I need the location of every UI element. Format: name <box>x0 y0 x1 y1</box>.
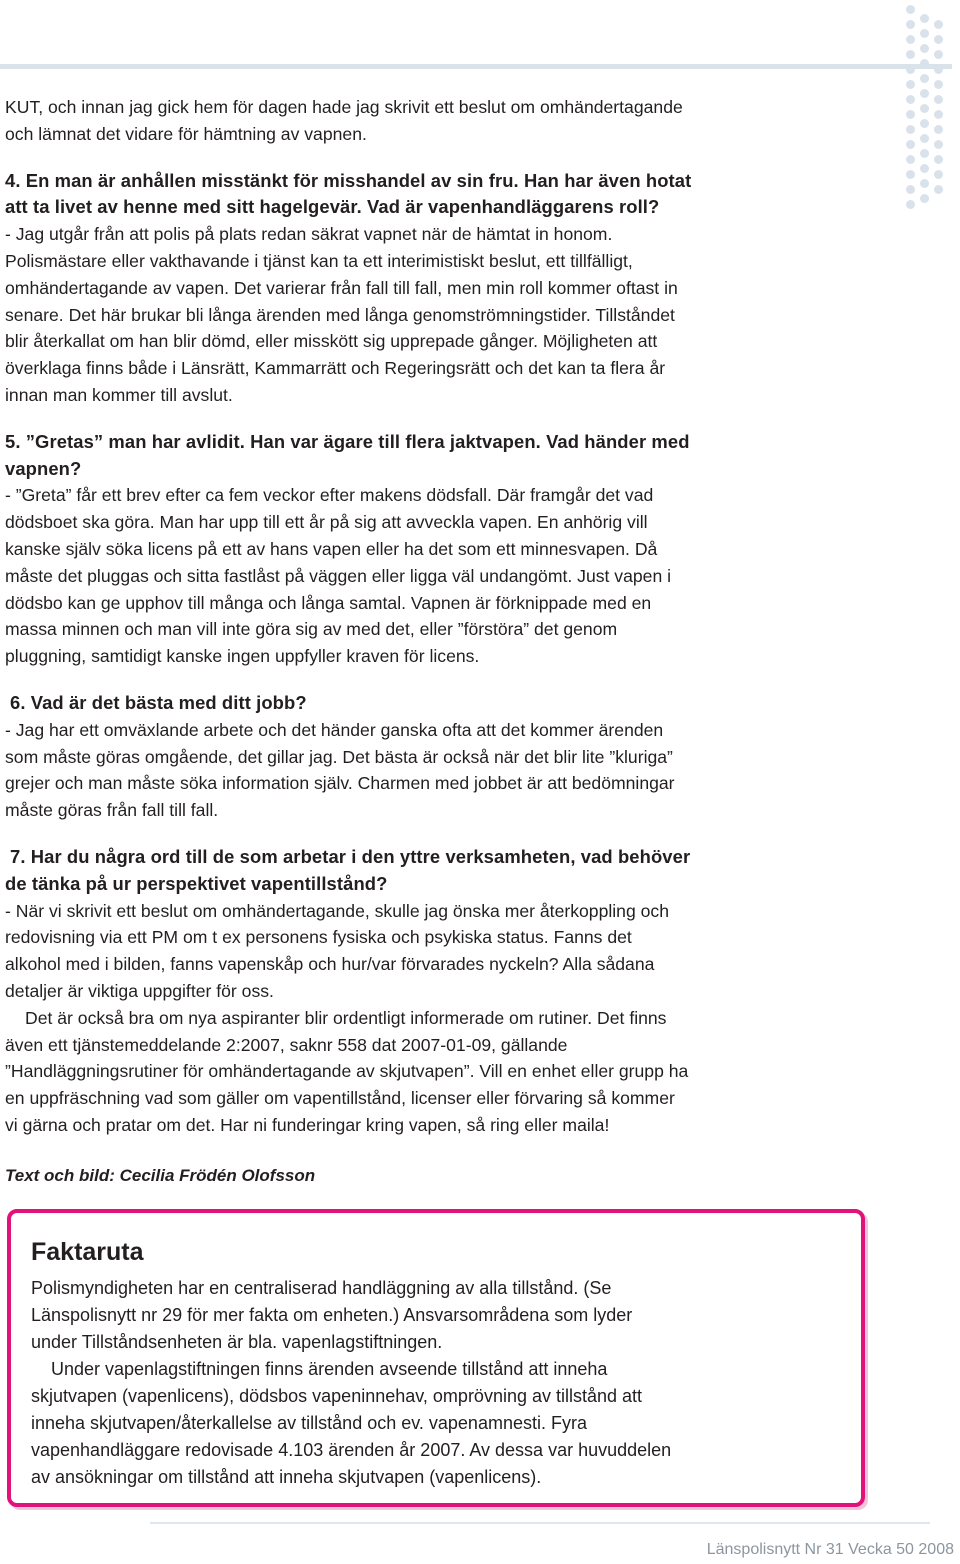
text-line: måste det pluggas och sitta fastlåst på väggen eller ligga väl undangömt. Just vapen i <box>5 565 672 586</box>
text-line: redovisning via ett PM om t ex personens fysiska och psykiska status. Fanns det <box>5 927 632 948</box>
decorative-dot <box>920 134 929 143</box>
decorative-dot <box>906 5 915 14</box>
decorative-dot <box>920 164 929 173</box>
text-line: KUT, och innan jag gick hem för dagen hade jag skrivit ett beslut om omhändertagande <box>5 97 683 117</box>
fact-box <box>7 1209 865 1507</box>
decorative-dot <box>920 74 929 83</box>
decorative-dot <box>906 20 915 29</box>
text-line: 5. ”Gretas” man har avlidit. Han var ägare till flera jaktvapen. Vad händer med <box>5 430 690 452</box>
decorative-dot <box>906 155 915 164</box>
text-line: skjutvapen (vapenlicens), dödsbos vapeninnehav, omprövning av tillstånd att <box>31 1386 643 1406</box>
decorative-dot <box>934 80 943 89</box>
decorative-dot-pattern <box>898 4 958 224</box>
text-line: - När vi skrivit ett beslut om omhändertagande, skulle jag önska mer återkoppling och <box>5 900 670 921</box>
text-line: innan man kommer till avslut. <box>5 384 233 405</box>
text-line: vapnen? <box>5 457 82 479</box>
text-line: - Jag har ett omväxlande arbete och det händer ganska ofta att det kommer ärenden <box>5 719 664 740</box>
decorative-dot <box>920 179 929 188</box>
decorative-dot <box>934 155 943 164</box>
decorative-dot <box>934 110 943 119</box>
text-line: och lämnat det vidare för hämtning av vapnen. <box>5 123 367 144</box>
paragraph-intro <box>5 94 865 148</box>
text-line: inneha skjutvapen/återkallelse av tillstånd och ev. vapenamnesti. Fyra <box>31 1413 587 1433</box>
text-line: 4. En man är anhållen misstänkt för misshandel av sin fru. Han har även hotat <box>5 169 692 191</box>
question-5 <box>5 429 865 483</box>
text-line: kanske själv söka licens på ett av hans vapen eller ha det som ett minnesvapen. Då <box>5 538 658 559</box>
decorative-dot <box>920 149 929 158</box>
decorative-dot <box>934 50 943 59</box>
text-line: vapenhandläggare redovisade 4.103 ärenden år 2007. Av dessa var huvuddelen <box>31 1440 672 1460</box>
decorative-dot <box>906 95 915 104</box>
text-line: dödsboet ska göra. Man har upp till ett år på sig att avveckla vapen. En anhörig vill <box>5 512 648 533</box>
fact-box-title: Faktaruta <box>31 1238 144 1266</box>
decorative-dot <box>934 170 943 179</box>
text-line: massa minnen och man vill inte göra sig av med det, eller ”förstöra” det genom <box>5 619 618 640</box>
decorative-dot <box>920 59 929 68</box>
text-line: 7. Har du några ord till de som arbetar i den yttre verksamheten, vad behöver <box>10 845 691 867</box>
decorative-dot <box>920 29 929 38</box>
decorative-dot <box>906 125 915 134</box>
text-line: de tänka på ur perspektivet vapentillstånd? <box>5 872 388 894</box>
text-line: som måste göras omgående, det gillar jag. Det bästa är också när det blir lite ”kluriga” <box>5 746 673 767</box>
decorative-dot <box>934 65 943 74</box>
text-line: Det är också bra om nya aspiranter blir ordentligt informerade om rutiner. Det finns <box>25 1007 667 1028</box>
answer-6 <box>5 717 865 824</box>
text-line: ”Handläggningsrutiner för omhändertagande av skjutvapen”. Vill en enhet eller grupp ha <box>5 1061 689 1082</box>
decorative-dot <box>920 119 929 128</box>
answer-7 <box>5 898 865 1005</box>
text-line: senare. Det här brukar bli långa ärenden med långa genomströmningstider. Tillståndet <box>5 304 675 325</box>
decorative-dot <box>934 35 943 44</box>
text-line: pluggning, samtidigt kanske ingen uppfyller kraven för licens. <box>5 646 480 667</box>
decorative-dot <box>906 200 915 209</box>
text-line: detaljer är viktiga uppgifter för oss. <box>5 980 274 1001</box>
decorative-dot <box>920 14 929 23</box>
decorative-dot <box>934 140 943 149</box>
question-4 <box>5 168 865 222</box>
text-line: Länspolisnytt nr 29 för mer fakta om enheten.) Ansvarsområdena som lyder <box>31 1305 633 1325</box>
decorative-dot <box>934 95 943 104</box>
decorative-dot <box>906 110 915 119</box>
answer-7-continued <box>5 1005 865 1139</box>
decorative-dot <box>906 50 915 59</box>
text-line: Under vapenlagstiftningen finns ärenden avseende tillstånd att inneha <box>51 1359 608 1379</box>
answer-4 <box>5 221 865 409</box>
text-line: grejer och man måste söka information själv. Charmen med jobbet är att bedömningar <box>5 773 675 794</box>
fact-box-paragraph-2 <box>31 1356 851 1491</box>
text-line: av ansökningar om tillstånd att inneha skjutvapen (vapenlicens). <box>31 1467 542 1487</box>
answer-5 <box>5 482 865 670</box>
decorative-dot <box>920 194 929 203</box>
byline: Text och bild: Cecilia Frödén Olofsson <box>5 1166 316 1185</box>
text-line: under Tillståndsenheten är bla. vapenlagstiftningen. <box>31 1332 443 1352</box>
decorative-dot <box>906 170 915 179</box>
decorative-dot <box>934 185 943 194</box>
decorative-dot <box>906 35 915 44</box>
decorative-dot <box>920 44 929 53</box>
text-line: måste göras från fall till fall. <box>5 800 219 821</box>
footer-rule <box>150 1522 930 1524</box>
text-line: dödsbo kan ge upphov till många och långa samtal. Vapnen är förknippade med en <box>5 592 652 613</box>
fact-box-paragraph-1 <box>31 1275 851 1356</box>
decorative-dot <box>906 185 915 194</box>
text-line: blir återkallat om han blir dömd, eller misskött sig upprepade gånger. Möjligheten att <box>5 331 658 352</box>
question-7 <box>5 844 865 898</box>
decorative-dot <box>920 89 929 98</box>
text-line: överklaga finns både i Länsrätt, Kammarrätt och Regeringsrätt och det kan ta flera år <box>5 358 666 379</box>
article-body <box>5 94 865 1139</box>
question-6: 6. Vad är det bästa med ditt jobb? <box>10 691 307 713</box>
decorative-dot <box>906 80 915 89</box>
text-line: Polismyndigheten har en centraliserad handläggning av alla tillstånd. (Se <box>31 1278 612 1298</box>
decorative-dot <box>906 140 915 149</box>
text-line: en uppfräschning vad som gäller om vapentillstånd, licenser eller förvaring så kommer <box>5 1088 675 1109</box>
header-rule <box>0 64 952 69</box>
decorative-dot <box>934 20 943 29</box>
decorative-dot <box>920 104 929 113</box>
decorative-dot <box>934 125 943 134</box>
text-line: att ta livet av henne med sitt hagelgevär. Vad är vapenhandläggarens roll? <box>5 196 660 218</box>
page-footer: Länspolisnytt Nr 31 Vecka 50 2008 <box>706 1541 954 1558</box>
text-line: även ett tjänstemeddelande 2:2007, saknr 558 dat 2007-01-09, gällande <box>5 1034 568 1055</box>
text-line: - Jag utgår från att polis på plats redan säkrat vapnet när de hämtat in honom. <box>5 224 613 245</box>
text-line: Polismästare eller vakthavande i tjänst kan ta ett interimistiskt beslut, ett tillfälligt, <box>5 250 633 271</box>
text-line: omhändertagande av vapen. Det varierar från fall till fall, men min roll kommer oftast in <box>5 277 678 298</box>
decorative-dot <box>906 65 915 74</box>
text-line: vi gärna och pratar om det. Har ni funderingar kring vapen, så ring eller maila! <box>5 1114 610 1135</box>
text-line: - ”Greta” får ett brev efter ca fem veckor efter makens dödsfall. Där framgår det vad <box>5 485 654 506</box>
text-line: alkohol med i bilden, fanns vapenskåp och hur/var förvarades nyckeln? Alla sådana <box>5 954 655 975</box>
